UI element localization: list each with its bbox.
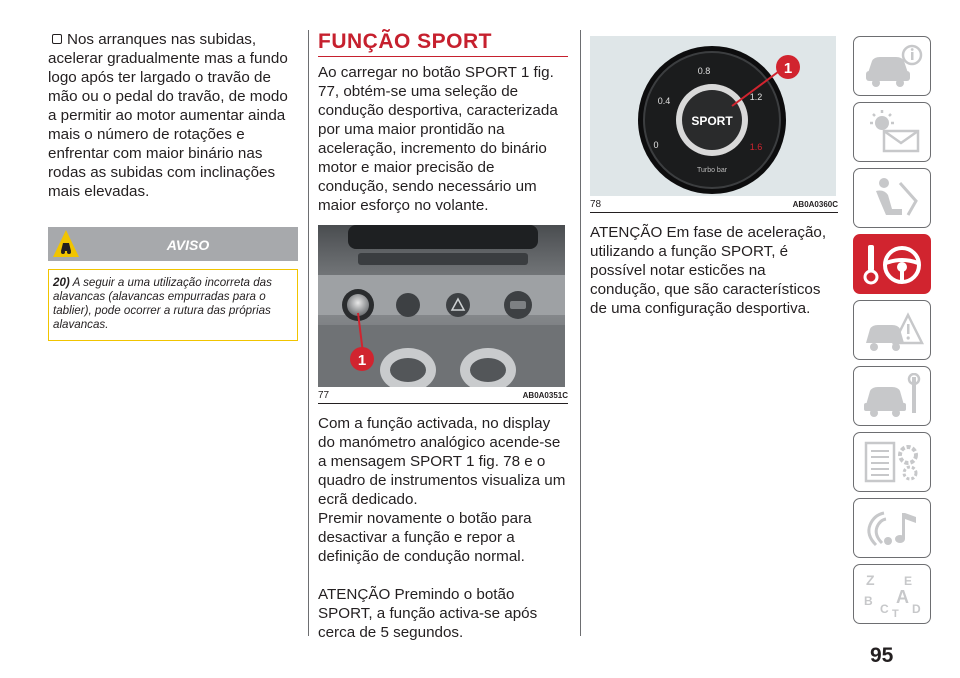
tab-index[interactable] [853, 564, 931, 624]
svg-text:E: E [904, 574, 913, 588]
list-gears-icon [862, 439, 924, 485]
column-divider-right [580, 30, 581, 636]
figure-78-caption [590, 199, 838, 213]
tab-multimedia[interactable] [853, 498, 931, 558]
gauge-tick-4: 0 [653, 140, 659, 150]
seat-airbag-icon [862, 175, 924, 221]
figure-78 [590, 36, 836, 196]
gauge-tick-3: 1.2 [749, 92, 763, 102]
figure-77 [318, 225, 565, 387]
paragraph-3: Premir novamente o botão para desactivar a função e repor a definição de condução normal. [318, 510, 532, 565]
figure-78-marker: 1 [783, 60, 793, 77]
tab-technical-data[interactable] [853, 432, 931, 492]
sport-button-photo [318, 225, 565, 387]
aviso-content [48, 269, 298, 341]
aviso-header [48, 227, 298, 261]
section-heading: FUNÇÃO SPORT [318, 30, 568, 57]
svg-text:A: A [896, 587, 909, 607]
tab-driving-active[interactable] [853, 234, 931, 294]
aviso-title: AVISO [166, 237, 210, 253]
lights-envelope-icon [862, 109, 924, 155]
alphabet-index-icon [862, 571, 924, 617]
paragraph-attention: ATENÇÃO Em fase de aceleração, utilizando a função SPORT, é possível notar esticões na condução, que são característicos de uma configuração desportiva. [590, 224, 827, 317]
figure-77-number: 77 [318, 390, 330, 401]
column-right [590, 36, 838, 318]
figure-77-code: AB0A0351C [522, 391, 568, 400]
gauge-sub-label: Turbo bar [696, 167, 728, 174]
paragraph-2: Com a função activada, no display do manómetro analógico acende-se a mensagem SPORT 1 fig. 78 e o quadro de instrumentos visualiza um ecrã dedicado. [318, 415, 566, 508]
key-steering-wheel-icon [862, 241, 924, 287]
car-info-icon [862, 43, 924, 89]
tab-maintenance[interactable] [853, 366, 931, 426]
figure-77-marker: 1 [357, 352, 367, 369]
intro-paragraph: Nos arranques nas subidas, acelerar gradualmente mas a fundo logo após ter largado o travão de mão ou o pedal do travão, de modo a permitir ao motor aumentar ainda mais o número de rotações e enfrentar com maior binário nas rodas as subidas com inclinações mais elevadas. [48, 31, 288, 200]
gauge-tick-2: 0.8 [697, 66, 711, 76]
column-divider-left [308, 30, 309, 636]
column-left [48, 30, 298, 341]
gauge-tick-5: 1.6 [749, 142, 763, 152]
figure-77-caption [318, 390, 568, 404]
aviso-number: 20) [53, 276, 70, 289]
svg-text:T: T [892, 608, 899, 617]
gauge-tick-1: 0.4 [657, 96, 671, 106]
tab-emergency[interactable] [853, 300, 931, 360]
svg-text:B: B [864, 594, 873, 608]
paragraph-4: ATENÇÃO Premindo o botão SPORT, a função activa-se após cerca de 5 segundos. [318, 586, 538, 641]
svg-text:Z: Z [866, 572, 875, 588]
car-wrench-icon [862, 373, 924, 419]
svg-text:D: D [912, 602, 921, 616]
svg-text:C: C [880, 602, 889, 616]
music-note-icon [862, 505, 924, 551]
page-number: 95 [870, 644, 894, 667]
figure-78-code: AB0A0360C [792, 200, 838, 209]
tab-lights-messages[interactable] [853, 102, 931, 162]
tab-car-info[interactable] [853, 36, 931, 96]
column-middle [318, 30, 568, 642]
tab-safety[interactable] [853, 168, 931, 228]
gauge-photo [590, 36, 836, 196]
gauge-sport-label: SPORT [691, 114, 733, 128]
bullet-square-icon [52, 34, 62, 44]
car-warning-icon [862, 307, 924, 353]
paragraph-1: Ao carregar no botão SPORT 1 fig. 77, obtém-se uma seleção de condução desportiva, caracterizada por uma maior prontidão na aceleração, incremento do binário motor e maior precisão de condução, sendo necessário um maior esforço no volante. [318, 64, 558, 214]
aviso-text: 20) A seguir a uma utilização incorreta das alavancas (alavancas empurradas para o tablier), pode ocorrer a rutura das próprias alavancas. [53, 276, 272, 331]
figure-78-number: 78 [590, 199, 602, 210]
